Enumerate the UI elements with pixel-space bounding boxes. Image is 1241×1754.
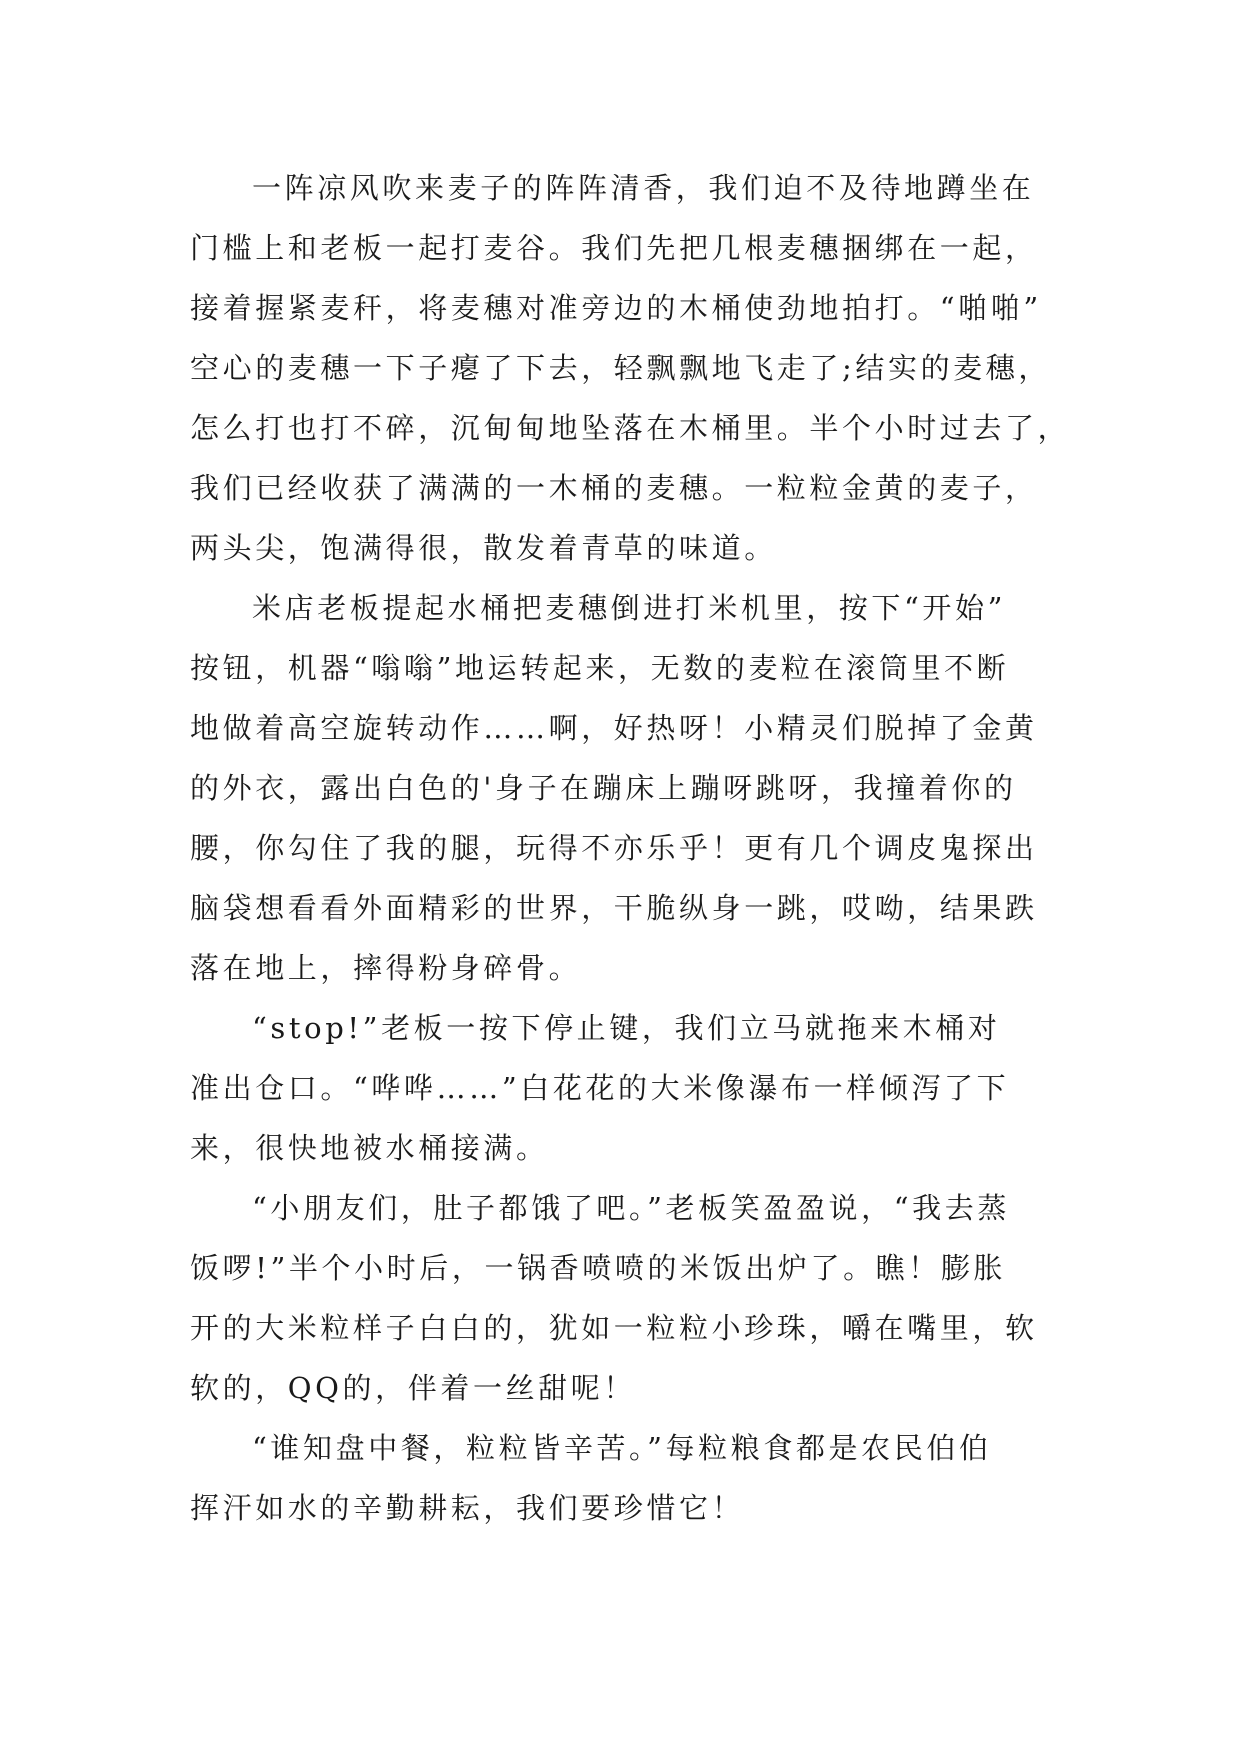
- text-line: 来，很快地被水桶接满。: [190, 1131, 549, 1165]
- text-line: 地做着高空旋转动作……啊，好热呀！小精灵们脱掉了金黄: [190, 711, 1038, 745]
- text-line: 一阵凉风吹来麦子的阵阵清香，我们迫不及待地蹲坐在: [252, 171, 1035, 205]
- text-line: 我们已经收获了满满的一木桶的麦穗。一粒粒金黄的麦子，: [190, 471, 1038, 505]
- text-line: 接着握紧麦秆，将麦穗对准旁边的木桶使劲地拍打。“啪啪”: [190, 291, 1042, 325]
- paragraph-1: [190, 158, 1070, 578]
- text-line: “小朋友们，肚子都饿了吧。”老板笑盈盈说，“我去蒸: [252, 1191, 1010, 1225]
- text-line: “谁知盘中餐，粒粒皆辛苦。”每粒粮食都是农民伯伯: [252, 1431, 992, 1465]
- text-line: 的外衣，露出白色的'身子在蹦床上蹦呀跳呀，我撞着你的: [190, 771, 1017, 805]
- paragraph-3: [190, 998, 1070, 1178]
- text-line: 空心的麦穗一下子瘪了下去，轻飘飘地飞走了;结实的麦穗，: [190, 351, 1051, 385]
- text-line: 两头尖，饱满得很，散发着青草的味道。: [190, 531, 777, 565]
- paragraph-5: [190, 1418, 1070, 1538]
- text-line: 开的大米粒样子白白的，犹如一粒粒小珍珠，嚼在嘴里，软: [190, 1311, 1038, 1345]
- body-text: [190, 158, 1070, 1538]
- paragraph-4: [190, 1178, 1070, 1418]
- text-line: 准出仓口。“哗哗……”白花花的大米像瀑布一样倾泻了下: [190, 1071, 1010, 1105]
- text-line: 按钮，机器“嗡嗡”地运转起来，无数的麦粒在滚筒里不断: [190, 651, 1010, 685]
- text-line: “stop!”老板一按下停止键，我们立马就拖来木桶对: [252, 1011, 1001, 1045]
- text-line: 软的，QQ的，伴着一丝甜呢！: [190, 1371, 636, 1405]
- text-line: 脑袋想看看外面精彩的世界，干脆纵身一跳，哎呦，结果跌: [190, 891, 1038, 925]
- text-line: 挥汗如水的辛勤耕耘，我们要珍惜它！: [190, 1491, 745, 1525]
- paragraph-2: [190, 578, 1070, 998]
- text-line: 饭啰!”半个小时后，一锅香喷喷的米饭出炉了。瞧！膨胀: [190, 1251, 1007, 1285]
- text-line: 怎么打也打不碎，沉甸甸地坠落在木桶里。半个小时过去了，: [190, 411, 1071, 445]
- text-line: 米店老板提起水桶把麦穗倒进打米机里，按下“开始”: [252, 591, 1007, 625]
- text-line: 门槛上和老板一起打麦谷。我们先把几根麦穗捆绑在一起，: [190, 231, 1038, 265]
- text-line: 腰，你勾住了我的腿，玩得不亦乐乎！更有几个调皮鬼探出: [190, 831, 1038, 865]
- text-line: 落在地上，摔得粉身碎骨。: [190, 951, 582, 985]
